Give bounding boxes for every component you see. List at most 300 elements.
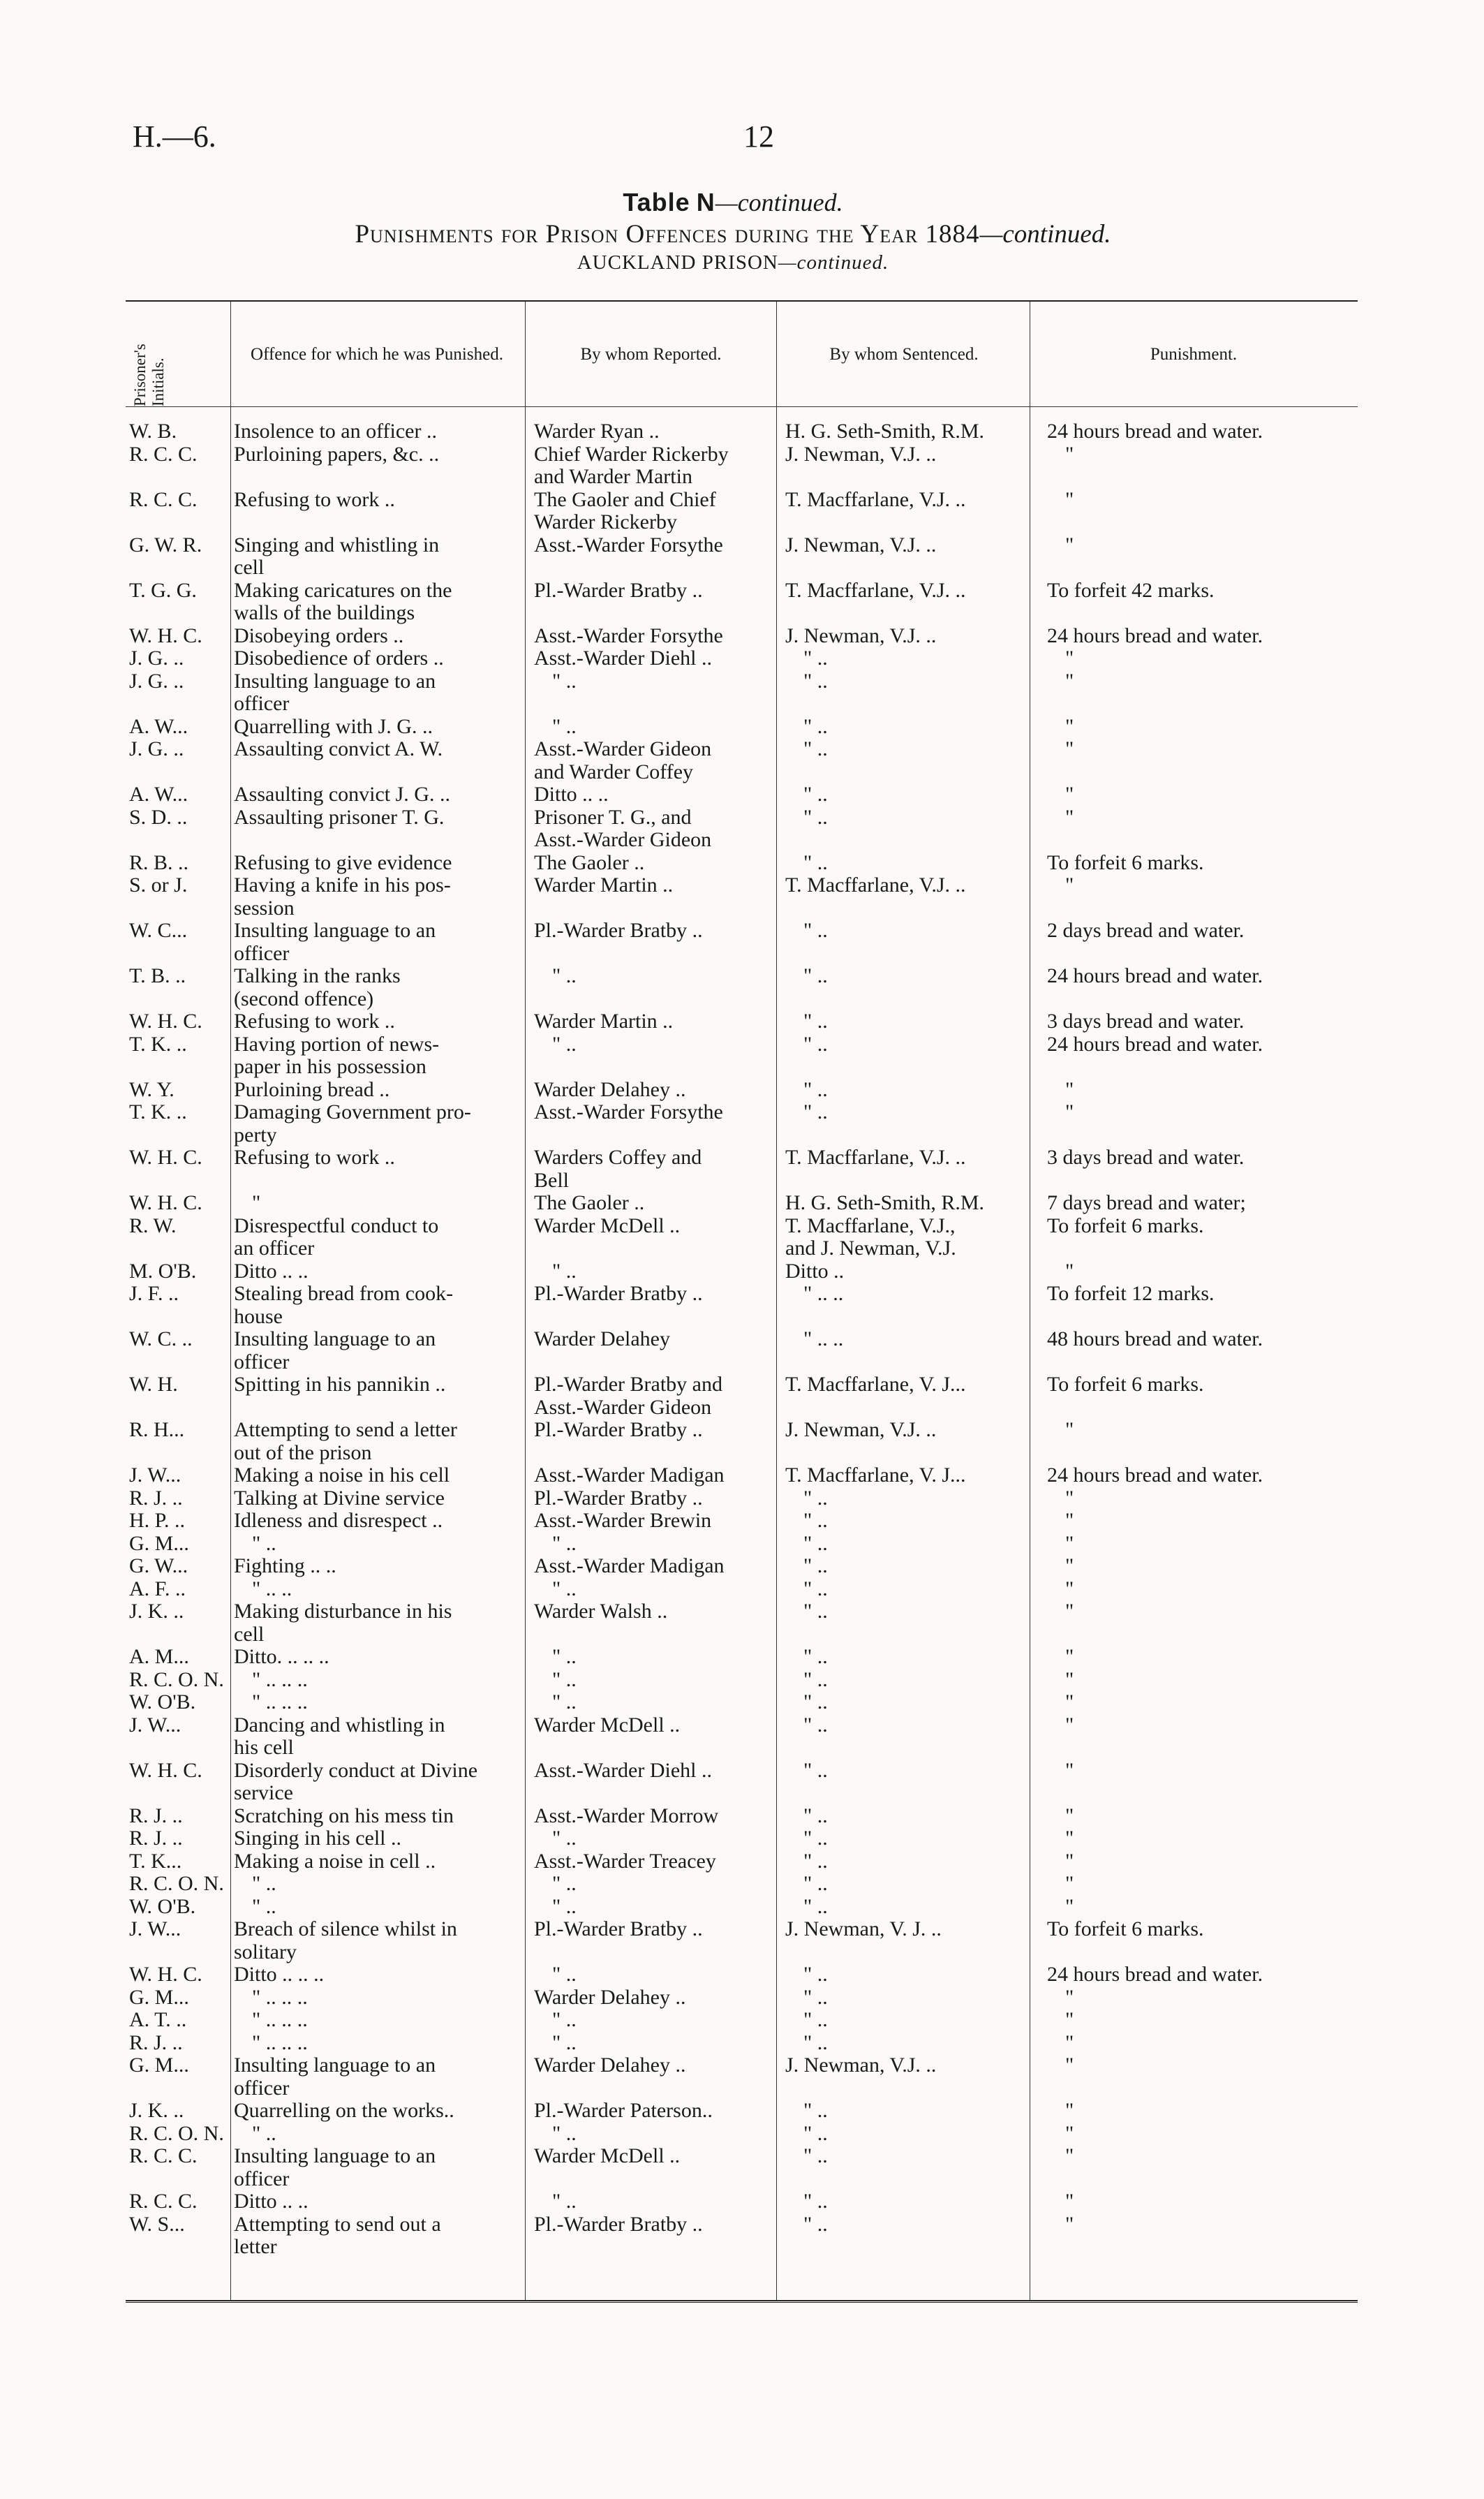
prisoner-initials-cell: J. W... bbox=[129, 1464, 181, 1487]
header-rule bbox=[126, 406, 1358, 407]
offence-cell: Refusing to work .. bbox=[234, 1010, 395, 1033]
punishment-cell: " bbox=[1065, 1100, 1074, 1123]
sentenced-by-cell: " .. bbox=[803, 2008, 828, 2031]
sentenced-by-cell: " .. bbox=[803, 919, 828, 942]
offence-cell: Refusing to work .. bbox=[234, 1146, 395, 1169]
prisoner-initials-cell: J. W... bbox=[129, 1917, 181, 1940]
reported-by-cell: " .. bbox=[552, 964, 577, 987]
offence-cell: Quarrelling on the works.. bbox=[234, 2099, 454, 2122]
prisoner-initials-cell: T. G. G. bbox=[129, 578, 197, 602]
punishment-cell: " bbox=[1065, 805, 1074, 829]
sentenced-by-cell: " .. bbox=[803, 1531, 828, 1555]
prisoner-initials-cell: A. M... bbox=[129, 1645, 189, 1668]
table-titles bbox=[133, 189, 1333, 275]
offence-cell: Insulting language to an officer bbox=[234, 919, 436, 965]
table-body bbox=[126, 420, 1358, 2259]
table-row bbox=[126, 1010, 1358, 1033]
reported-by-cell: Asst.-Warder Diehl .. bbox=[534, 647, 713, 670]
main-title bbox=[133, 219, 1333, 250]
prisoner-initials-cell: R. C. C. bbox=[129, 2190, 198, 2213]
reported-by-cell: The Gaoler and Chief Warder Rickerby bbox=[534, 487, 716, 533]
prisoner-initials-cell: W. C. .. bbox=[129, 1327, 193, 1350]
table-row bbox=[126, 1464, 1358, 1487]
punishment-cell: " bbox=[1065, 2212, 1074, 2236]
reported-by-cell: Warder McDell .. bbox=[534, 1713, 681, 1737]
reported-by-cell: Asst.-Warder Treacey bbox=[534, 1849, 716, 1873]
punishment-cell: 24 hours bread and water. bbox=[1047, 1963, 1263, 1986]
reported-by-cell: " .. bbox=[552, 1577, 577, 1600]
offence-cell: " .. .. .. bbox=[252, 1985, 308, 2009]
table-row bbox=[126, 1578, 1358, 1601]
punishment-cell: " bbox=[1065, 1577, 1074, 1600]
reported-by-cell: Warder Walsh .. bbox=[534, 1600, 668, 1623]
sentenced-by-cell: " .. .. bbox=[803, 1282, 844, 1305]
offence-cell: Talking in the ranks (second offence) bbox=[234, 964, 401, 1010]
sentenced-by-cell: J. Newman, V.J. .. bbox=[785, 533, 937, 556]
reported-by-cell: Pl.-Warder Bratby .. bbox=[534, 578, 703, 602]
prisoner-initials-cell: J. G. .. bbox=[129, 669, 184, 693]
punishment-cell: To forfeit 42 marks. bbox=[1047, 578, 1215, 602]
punishment-cell: " bbox=[1065, 1531, 1074, 1555]
reported-by-cell: Asst.-Warder Diehl .. bbox=[534, 1758, 713, 1782]
sentenced-by-cell: " .. bbox=[803, 1032, 828, 1056]
offence-cell: " .. bbox=[252, 1872, 276, 1895]
table-row bbox=[126, 852, 1358, 875]
table-row bbox=[126, 1510, 1358, 1533]
punishment-cell: " bbox=[1065, 1713, 1074, 1737]
offence-cell: Ditto .. .. .. bbox=[234, 1963, 325, 1986]
reported-by-cell: Asst.-Warder Brewin bbox=[534, 1509, 712, 1532]
sentenced-by-cell: " .. bbox=[803, 1100, 828, 1123]
reported-by-cell: Warder Delahey .. bbox=[534, 1985, 686, 2009]
punishment-cell: " bbox=[1065, 1985, 1074, 2009]
sentenced-by-cell: " .. .. bbox=[803, 1327, 844, 1350]
prisoner-initials-cell: T. K. .. bbox=[129, 1100, 187, 1123]
punishment-cell: " bbox=[1065, 1849, 1074, 1873]
offence-cell: Having a knife in his pos- session bbox=[234, 873, 451, 920]
prisoner-initials-cell: A. T. .. bbox=[129, 2008, 187, 2031]
punishment-cell: " bbox=[1065, 1872, 1074, 1895]
sentenced-by-cell: " .. bbox=[803, 1963, 828, 1986]
prisoner-initials-cell: S. D. .. bbox=[129, 805, 188, 829]
punishment-cell: " bbox=[1065, 783, 1074, 806]
prisoner-initials-cell: R. H... bbox=[129, 1418, 185, 1441]
sentenced-by-cell: " .. bbox=[803, 2190, 828, 2213]
table-row bbox=[126, 625, 1358, 648]
page-number: 12 bbox=[743, 119, 774, 154]
prisoner-initials-cell: J. W... bbox=[129, 1713, 181, 1737]
sentenced-by-cell: Ditto .. bbox=[785, 1259, 845, 1283]
punishment-cell: " bbox=[1065, 1486, 1074, 1510]
punishment-cell: " bbox=[1065, 1804, 1074, 1827]
prison-subtitle bbox=[133, 250, 1333, 275]
table-row bbox=[126, 489, 1358, 534]
punishment-cell: " bbox=[1065, 647, 1074, 670]
reported-by-cell: " .. bbox=[552, 2008, 577, 2031]
reported-by-cell: Pl.-Warder Bratby .. bbox=[534, 1917, 703, 1940]
punishment-cell: " bbox=[1065, 1894, 1074, 1918]
reported-by-cell: " .. bbox=[552, 669, 577, 693]
sentenced-by-cell: " .. bbox=[803, 2099, 828, 2122]
reported-by-cell: Pl.-Warder Bratby .. bbox=[534, 1282, 703, 1305]
offence-cell: Assaulting convict A. W. bbox=[234, 737, 443, 760]
footer-rule bbox=[126, 2302, 1358, 2303]
punishment-cell: " bbox=[1065, 2054, 1074, 2077]
offence-cell: Ditto. .. .. .. bbox=[234, 1645, 329, 1668]
prisoner-initials-cell: J. F. .. bbox=[129, 1282, 179, 1305]
offence-cell: Refusing to work .. bbox=[234, 487, 395, 511]
prisoner-initials-cell: H. P. .. bbox=[129, 1509, 186, 1532]
reported-by-cell: Warder Delahey bbox=[534, 1327, 670, 1350]
offence-cell: " .. .. .. bbox=[252, 2008, 308, 2031]
sentenced-by-cell: " .. bbox=[803, 1077, 828, 1101]
reported-by-cell: " .. bbox=[552, 1872, 577, 1895]
punishment-cell: 7 days bread and water; bbox=[1047, 1191, 1246, 1214]
reported-by-cell: Warder Delahey .. bbox=[534, 1077, 686, 1101]
sentenced-by-cell: " .. bbox=[803, 1577, 828, 1600]
table-row bbox=[126, 670, 1358, 716]
sentenced-by-cell: " .. bbox=[803, 805, 828, 829]
offence-cell: Quarrelling with J. G. .. bbox=[234, 714, 433, 738]
prisoner-initials-cell: W. O'B. bbox=[129, 1690, 196, 1713]
offence-cell: Breach of silence whilst in solitary bbox=[234, 1917, 457, 1963]
table-row bbox=[126, 1760, 1358, 1805]
table-row bbox=[126, 2213, 1358, 2259]
offence-cell: Stealing bread from cook- house bbox=[234, 1282, 454, 1328]
prisoner-initials-cell: J. K. .. bbox=[129, 1600, 184, 1623]
punishment-cell: To forfeit 12 marks. bbox=[1047, 1282, 1215, 1305]
reported-by-cell: Asst.-Warder Forsythe bbox=[534, 624, 723, 647]
punishment-cell: 24 hours bread and water. bbox=[1047, 964, 1263, 987]
offence-cell: Idleness and disrespect .. bbox=[234, 1509, 443, 1532]
page-header bbox=[133, 119, 1354, 161]
table-title-suffix: —continued. bbox=[715, 189, 843, 216]
table-row bbox=[126, 1373, 1358, 1419]
prisoner-initials-cell: W. H. C. bbox=[129, 1146, 202, 1169]
table-row bbox=[126, 1260, 1358, 1283]
punishment-cell: " bbox=[1065, 1077, 1074, 1101]
reported-by-cell: " .. bbox=[552, 1645, 577, 1668]
table-row bbox=[126, 806, 1358, 852]
offence-cell: " .. .. .. bbox=[252, 1667, 308, 1691]
prison-suffix: —continued. bbox=[778, 251, 889, 274]
offence-cell: Singing and whistling in cell bbox=[234, 533, 440, 579]
reported-by-cell: Prisoner T. G., and Asst.-Warder Gideon bbox=[534, 805, 712, 851]
sentenced-by-cell: " .. bbox=[803, 1872, 828, 1895]
punishment-cell: To forfeit 6 marks. bbox=[1047, 1917, 1204, 1940]
punishment-cell: " bbox=[1065, 487, 1074, 511]
prisoner-initials-cell: W. H. C. bbox=[129, 1963, 202, 1986]
sentenced-by-cell: T. Macffarlane, V. J... bbox=[785, 1464, 966, 1487]
table-row bbox=[126, 534, 1358, 580]
punishment-cell: " bbox=[1065, 1509, 1074, 1532]
punishment-cell: 24 hours bread and water. bbox=[1047, 1032, 1263, 1056]
prisoner-initials-cell: G. W... bbox=[129, 1554, 188, 1577]
sentenced-by-cell: " .. bbox=[803, 1486, 828, 1510]
sentenced-by-cell: " .. bbox=[803, 714, 828, 738]
offence-cell: " bbox=[252, 1191, 261, 1214]
reported-by-cell: " .. bbox=[552, 1963, 577, 1986]
sentenced-by-cell: T. Macffarlane, V.J. .. bbox=[785, 578, 966, 602]
table-title bbox=[133, 189, 1333, 216]
table-row bbox=[126, 1986, 1358, 2010]
punishment-cell: 2 days bread and water. bbox=[1047, 919, 1245, 942]
offence-cell: Disorderly conduct at Divine service bbox=[234, 1758, 478, 1804]
table-row bbox=[126, 1918, 1358, 1963]
sentenced-by-cell: " .. bbox=[803, 2121, 828, 2145]
punishment-cell: " bbox=[1065, 873, 1074, 897]
sentenced-by-cell: T. Macffarlane, V.J., and J. Newman, V.J. bbox=[785, 1214, 956, 1260]
table-row bbox=[126, 1963, 1358, 1986]
sentenced-by-cell: " .. bbox=[803, 964, 828, 987]
reported-by-cell: Warder Delahey .. bbox=[534, 2054, 686, 2077]
table-row bbox=[126, 1033, 1358, 1079]
punishment-cell: To forfeit 6 marks. bbox=[1047, 1214, 1204, 1237]
punishment-cell: " bbox=[1065, 2030, 1074, 2054]
table-letter: N bbox=[696, 188, 715, 216]
reported-by-cell: Warder Martin .. bbox=[534, 873, 674, 897]
sentenced-by-cell: " .. bbox=[803, 1667, 828, 1691]
punishment-cell: 48 hours bread and water. bbox=[1047, 1327, 1263, 1350]
table-row bbox=[126, 420, 1358, 443]
sentenced-by-cell: " .. bbox=[803, 1010, 828, 1033]
reported-by-cell: " .. bbox=[552, 2121, 577, 2145]
punishment-cell: " bbox=[1065, 2190, 1074, 2213]
prisoner-initials-cell: R. C. O. N. bbox=[129, 1872, 224, 1895]
prisoner-initials-cell: R. C. C. bbox=[129, 2144, 198, 2167]
sentenced-by-cell: J. Newman, V.J. .. bbox=[785, 442, 937, 466]
reported-by-cell: Asst.-Warder Morrow bbox=[534, 1804, 719, 1827]
offence-cell: Insulting language to an officer bbox=[234, 1327, 436, 1373]
sentenced-by-cell: " .. bbox=[803, 1758, 828, 1782]
reported-by-cell: Warder Martin .. bbox=[534, 1010, 674, 1033]
prisoner-initials-cell: W. Y. bbox=[129, 1077, 175, 1101]
table-row bbox=[126, 1192, 1358, 1215]
reported-by-cell: Asst.-Warder Forsythe bbox=[534, 1100, 723, 1123]
prisoner-initials-cell: W. H. C. bbox=[129, 1010, 202, 1033]
table-row bbox=[126, 1896, 1358, 1919]
reported-by-cell: " .. bbox=[552, 1827, 577, 1850]
prisoner-initials-cell: W. H. C. bbox=[129, 1191, 202, 1214]
prisoner-initials-cell: W. S... bbox=[129, 2212, 185, 2236]
offence-cell: Making a noise in his cell bbox=[234, 1464, 450, 1487]
prisoner-initials-cell: G. M... bbox=[129, 1985, 189, 2009]
table-row bbox=[126, 1805, 1358, 1828]
prisoner-initials-cell: W. C... bbox=[129, 919, 188, 942]
sentenced-by-cell: T. Macffarlane, V.J. .. bbox=[785, 487, 966, 511]
offence-cell: Damaging Government pro- perty bbox=[234, 1100, 471, 1147]
reported-by-cell: Pl.-Warder Bratby .. bbox=[534, 2212, 703, 2236]
prisoner-initials-cell: A. W... bbox=[129, 714, 188, 738]
page-code: H.—6. bbox=[133, 119, 216, 154]
prisoner-initials-cell: W. H. C. bbox=[129, 1758, 202, 1782]
reported-by-cell: Asst.-Warder Gideon and Warder Coffey bbox=[534, 737, 712, 783]
reported-by-cell: Asst.-Warder Madigan bbox=[534, 1554, 725, 1577]
prisoner-initials-cell: J. K. .. bbox=[129, 2099, 184, 2122]
punishment-cell: " bbox=[1065, 669, 1074, 693]
table-row bbox=[126, 1669, 1358, 1692]
sentenced-by-cell: " .. bbox=[803, 1509, 828, 1532]
reported-by-cell: Pl.-Warder Paterson.. bbox=[534, 2099, 713, 2122]
punishment-cell: " bbox=[1065, 533, 1074, 556]
offence-cell: Attempting to send out a letter bbox=[234, 2212, 441, 2258]
punishment-cell: " bbox=[1065, 2099, 1074, 2122]
prisoner-initials-cell: S. or J. bbox=[129, 873, 188, 897]
reported-by-cell: Pl.-Warder Bratby .. bbox=[534, 1418, 703, 1441]
sentenced-by-cell: T. Macffarlane, V. J... bbox=[785, 1373, 966, 1396]
prisoner-initials-cell: T. B. .. bbox=[129, 964, 186, 987]
reported-by-cell: Warder Ryan .. bbox=[534, 420, 660, 443]
offence-cell: Insolence to an officer .. bbox=[234, 420, 437, 443]
reported-by-cell: Asst.-Warder Forsythe bbox=[534, 533, 723, 556]
offence-cell: " .. bbox=[252, 2121, 276, 2145]
reported-by-cell: " .. bbox=[552, 1032, 577, 1056]
prisoner-initials-cell: T. K... bbox=[129, 1849, 182, 1873]
offence-cell: " .. bbox=[252, 1531, 276, 1555]
prisoner-initials-cell: R. C. C. bbox=[129, 442, 198, 466]
table-row bbox=[126, 2123, 1358, 2146]
reported-by-cell: Pl.-Warder Bratby .. bbox=[534, 1486, 703, 1510]
punishment-cell: " bbox=[1065, 1827, 1074, 1850]
offence-cell: " .. .. .. bbox=[252, 1690, 308, 1713]
offence-cell: Disobeying orders .. bbox=[234, 624, 404, 647]
reported-by-cell: " .. bbox=[552, 1690, 577, 1713]
reported-by-cell: The Gaoler .. bbox=[534, 850, 645, 874]
punishment-cell: " bbox=[1065, 1667, 1074, 1691]
sentenced-by-cell: " .. bbox=[803, 1645, 828, 1668]
offence-cell: Disobedience of orders .. bbox=[234, 647, 444, 670]
sentenced-by-cell: " .. bbox=[803, 737, 828, 760]
table-row bbox=[126, 965, 1358, 1010]
offence-cell: Making caricatures on the walls of the buildings bbox=[234, 578, 452, 624]
offence-cell: Insulting language to an officer bbox=[234, 2144, 436, 2190]
offence-cell: Having portion of news- paper in his possession bbox=[234, 1032, 440, 1078]
column-header-initials: Prisoner's Initials. bbox=[131, 344, 167, 406]
offence-cell: Fighting .. .. bbox=[234, 1554, 336, 1577]
table-row bbox=[126, 2145, 1358, 2190]
punishment-cell: 24 hours bread and water. bbox=[1047, 624, 1263, 647]
prisoner-initials-cell: R. B. .. bbox=[129, 850, 189, 874]
table-row bbox=[126, 1691, 1358, 1714]
sentenced-by-cell: J. Newman, V. J. .. bbox=[785, 1917, 942, 1940]
punishment-cell: 3 days bread and water. bbox=[1047, 1146, 1245, 1169]
sentenced-by-cell: J. Newman, V.J. .. bbox=[785, 2054, 937, 2077]
reported-by-cell: " .. bbox=[552, 1259, 577, 1283]
prisoner-initials-cell: R. W. bbox=[129, 1214, 177, 1237]
column-header-offence: Offence for which he was Punished. bbox=[251, 344, 503, 364]
punishment-cell: " bbox=[1065, 1554, 1074, 1577]
offence-cell: Attempting to send a letter out of the prison bbox=[234, 1418, 457, 1464]
sentenced-by-cell: H. G. Seth-Smith, R.M. bbox=[785, 420, 985, 443]
offence-cell: Ditto .. .. bbox=[234, 2190, 309, 2213]
sentenced-by-cell: " .. bbox=[803, 1894, 828, 1918]
punishment-cell: " bbox=[1065, 2144, 1074, 2167]
prisoner-initials-cell: T. K. .. bbox=[129, 1032, 187, 1056]
prisoner-initials-cell: A. W... bbox=[129, 783, 188, 806]
sentenced-by-cell: " .. bbox=[803, 1713, 828, 1737]
reported-by-cell: " .. bbox=[552, 1894, 577, 1918]
offence-cell: " .. .. bbox=[252, 1577, 292, 1600]
table-row bbox=[126, 1328, 1358, 1373]
prisoner-initials-cell: J. G. .. bbox=[129, 647, 184, 670]
punishment-cell: To forfeit 6 marks. bbox=[1047, 1373, 1204, 1396]
table-row bbox=[126, 2190, 1358, 2213]
prisoner-initials-cell: R. J. .. bbox=[129, 2030, 183, 2054]
punishment-cell: " bbox=[1065, 1690, 1074, 1713]
prisoner-initials-cell: G. W. R. bbox=[129, 533, 202, 556]
prisoner-initials-cell: R. C. O. N. bbox=[129, 2121, 224, 2145]
table-row bbox=[126, 1283, 1358, 1328]
punishment-cell: " bbox=[1065, 1758, 1074, 1782]
sentenced-by-cell: H. G. Seth-Smith, R.M. bbox=[785, 1191, 985, 1214]
offence-cell: Insulting language to an officer bbox=[234, 669, 436, 715]
sentenced-by-cell: " .. bbox=[803, 1804, 828, 1827]
prisoner-initials-cell: R. C. O. N. bbox=[129, 1667, 224, 1691]
prison-name: AUCKLAND PRISON bbox=[577, 251, 778, 274]
column-header-sentenced: By whom Sentenced. bbox=[829, 344, 979, 364]
column-header-punishment: Punishment. bbox=[1150, 344, 1238, 364]
reported-by-cell: The Gaoler .. bbox=[534, 1191, 645, 1214]
offence-cell: Assaulting convict J. G. .. bbox=[234, 783, 450, 806]
offence-cell: Spitting in his pannikin .. bbox=[234, 1373, 446, 1396]
offence-cell: Refusing to give evidence bbox=[234, 850, 452, 874]
sentenced-by-cell: " .. bbox=[803, 850, 828, 874]
reported-by-cell: " .. bbox=[552, 714, 577, 738]
reported-by-cell: Asst.-Warder Madigan bbox=[534, 1464, 725, 1487]
table-row bbox=[126, 783, 1358, 806]
sentenced-by-cell: " .. bbox=[803, 1849, 828, 1873]
offence-cell: " .. bbox=[252, 1894, 276, 1918]
prisoner-initials-cell: W. B. bbox=[129, 420, 177, 443]
sentenced-by-cell: " .. bbox=[803, 1827, 828, 1850]
sentenced-by-cell: " .. bbox=[803, 2212, 828, 2236]
table-row bbox=[126, 1646, 1358, 1669]
prisoner-initials-cell: W. H. bbox=[129, 1373, 178, 1396]
punishment-cell: " bbox=[1065, 1645, 1074, 1668]
punishments-table bbox=[126, 300, 1358, 2301]
reported-by-cell: Warder McDell .. bbox=[534, 2144, 681, 2167]
punishment-cell: " bbox=[1065, 442, 1074, 466]
offence-cell: Scratching on his mess tin bbox=[234, 1804, 454, 1827]
main-title-suffix: —continued. bbox=[979, 220, 1111, 249]
table-row bbox=[126, 874, 1358, 920]
punishment-cell: " bbox=[1065, 2121, 1074, 2145]
offence-cell: Purloining papers, &c. .. bbox=[234, 442, 440, 466]
reported-by-cell: Warders Coffey and Bell bbox=[534, 1146, 702, 1192]
table-word: Table bbox=[623, 188, 690, 216]
reported-by-cell: Pl.-Warder Bratby and Asst.-Warder Gideon bbox=[534, 1373, 722, 1419]
punishment-cell: " bbox=[1065, 2008, 1074, 2031]
punishment-cell: " bbox=[1065, 1418, 1074, 1441]
table-row bbox=[126, 920, 1358, 965]
table-row bbox=[126, 1714, 1358, 1760]
table-row bbox=[126, 2100, 1358, 2123]
table-row bbox=[126, 1600, 1358, 1646]
reported-by-cell: " .. bbox=[552, 2030, 577, 2054]
table-row bbox=[126, 1101, 1358, 1147]
sentenced-by-cell: J. Newman, V.J. .. bbox=[785, 1418, 937, 1441]
sentenced-by-cell: " .. bbox=[803, 783, 828, 806]
punishment-cell: 24 hours bread and water. bbox=[1047, 1464, 1263, 1487]
offence-cell: Making a noise in cell .. bbox=[234, 1849, 436, 1873]
table-row bbox=[126, 1419, 1358, 1464]
prisoner-initials-cell: G. M... bbox=[129, 2054, 189, 2077]
table-row bbox=[126, 1215, 1358, 1260]
prisoner-initials-cell: R. J. .. bbox=[129, 1827, 183, 1850]
prisoner-initials-cell: G. M... bbox=[129, 1531, 189, 1555]
sentenced-by-cell: " .. bbox=[803, 2144, 828, 2167]
reported-by-cell: Pl.-Warder Bratby .. bbox=[534, 919, 703, 942]
